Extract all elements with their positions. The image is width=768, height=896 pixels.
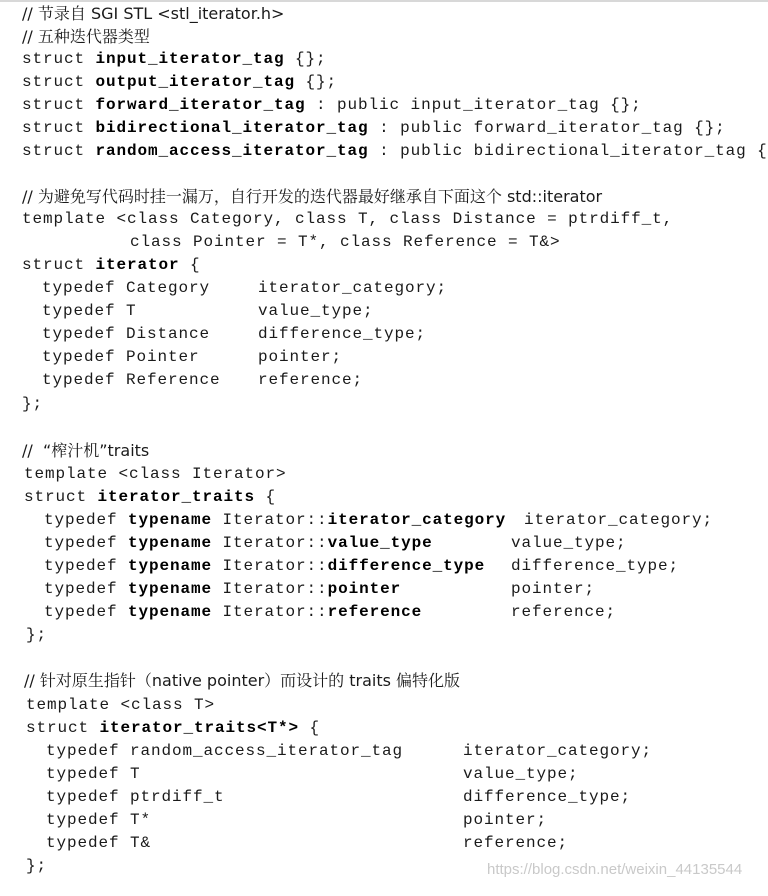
code-identifier: iterator — [95, 256, 180, 274]
code-line-main — [22, 117, 726, 140]
code-text: struct — [22, 73, 96, 91]
code-identifier: forward_iterator_tag — [95, 96, 306, 114]
code-text: typedef Category — [42, 279, 211, 297]
code-line-main — [22, 185, 602, 210]
code-line-column — [258, 346, 342, 369]
code-line-main — [22, 140, 768, 163]
code-line-main — [24, 669, 460, 694]
code-text: difference_type; — [463, 788, 632, 806]
code-text: { — [179, 256, 201, 274]
code-line-main — [46, 740, 403, 763]
code-text: value_type; — [463, 765, 579, 783]
code-identifier: output_iterator_tag — [95, 73, 296, 91]
code-line-main — [22, 25, 150, 50]
code-text: value_type; — [511, 534, 627, 552]
code-line-column — [511, 601, 616, 624]
code-line-main — [22, 254, 201, 277]
code-identifier: bidirectional_iterator_tag — [95, 119, 369, 137]
watermark: https://blog.csdn.net/weixin_44135544 — [487, 861, 743, 878]
code-line-main — [22, 48, 327, 71]
code-line-main — [24, 463, 287, 486]
code-text: typedef T — [46, 765, 141, 783]
code-text: reference; — [258, 371, 364, 389]
code-text: Iterator:: — [212, 603, 328, 621]
code-text: typedef — [44, 534, 129, 552]
code-text: {}; — [284, 50, 327, 68]
code-line-main — [46, 786, 225, 809]
code-line-column — [463, 786, 631, 809]
code-line-column — [463, 832, 568, 855]
code-line-main — [26, 855, 47, 878]
code-text: typedef T* — [46, 811, 152, 829]
code-identifier: iterator_category — [327, 511, 507, 529]
code-text: iterator_category; — [524, 511, 714, 529]
code-identifier: difference_type — [327, 557, 486, 575]
code-text: { — [299, 719, 321, 737]
code-text: pointer; — [463, 811, 548, 829]
code-text: : public forward_iterator_tag {}; — [368, 119, 726, 137]
code-line-main — [46, 763, 141, 786]
code-identifier: input_iterator_tag — [95, 50, 285, 68]
code-identifier: typename — [128, 557, 213, 575]
code-text: struct — [22, 50, 96, 68]
code-text: { — [255, 488, 277, 506]
code-text: iterator_category; — [258, 279, 448, 297]
code-line-main — [46, 809, 151, 832]
code-line-main — [44, 555, 485, 578]
code-identifier: value_type — [327, 534, 433, 552]
code-text: struct — [22, 142, 96, 160]
code-identifier: typename — [128, 603, 213, 621]
code-identifier: iterator_traits<T*> — [99, 719, 300, 737]
code-line-column — [524, 509, 713, 532]
code-text: template <class T> — [26, 696, 216, 714]
code-text: pointer; — [258, 348, 343, 366]
code-text: typedef T& — [46, 834, 152, 852]
code-text: struct — [22, 119, 96, 137]
code-text: typedef ptrdiff_t — [46, 788, 225, 806]
code-text: }; — [26, 857, 48, 875]
code-line-main — [22, 208, 673, 231]
code-line-column — [258, 323, 426, 346]
code-text: // 五种迭代器类型 — [22, 27, 150, 46]
code-text: {}; — [295, 73, 338, 91]
code-text: Iterator:: — [212, 534, 328, 552]
code-text: struct — [26, 719, 100, 737]
code-line-main — [46, 832, 151, 855]
code-text: reference; — [511, 603, 617, 621]
code-text: typedef Pointer — [42, 348, 200, 366]
code-line-main — [22, 439, 149, 464]
code-text: Iterator:: — [212, 557, 328, 575]
code-line-main — [22, 71, 337, 94]
code-text: typedef — [44, 557, 129, 575]
code-text: struct — [24, 488, 98, 506]
code-text: // “榨汁机”traits — [22, 441, 150, 460]
code-text: reference; — [463, 834, 569, 852]
code-line-main — [44, 578, 401, 601]
code-text: pointer; — [511, 580, 596, 598]
code-line-column — [258, 277, 447, 300]
code-text: typedef Distance — [42, 325, 211, 343]
code-line-column — [463, 740, 652, 763]
code-text: // 为避免写代码时挂一漏万，自行开发的迭代器最好继承自下面这个 std::iterator — [22, 187, 603, 206]
code-text: : public input_iterator_tag {}; — [305, 96, 642, 114]
code-text: struct — [22, 96, 96, 114]
code-line-column — [511, 532, 627, 555]
code-text: typedef random_access_iterator_tag — [46, 742, 404, 760]
code-line-column — [511, 555, 679, 578]
code-text: }; — [22, 395, 44, 413]
code-line-main — [24, 486, 276, 509]
code-identifier: typename — [128, 534, 213, 552]
code-line-main — [26, 624, 47, 647]
code-text: typedef T — [42, 302, 137, 320]
code-line-main — [44, 509, 506, 532]
code-line-main — [22, 94, 642, 117]
code-text: difference_type; — [511, 557, 680, 575]
code-line-main — [42, 277, 210, 300]
code-line-main — [42, 346, 200, 369]
code-text: value_type; — [258, 302, 374, 320]
code-line-main — [42, 323, 210, 346]
code-text: typedef — [44, 580, 129, 598]
code-line-main — [44, 532, 433, 555]
code-text: difference_type; — [258, 325, 427, 343]
code-line-main — [42, 300, 137, 323]
code-text: // 针对原生指针（native pointer）而设计的 traits 偏特化版 — [24, 671, 461, 690]
code-line-column — [258, 369, 363, 392]
code-identifier: typename — [128, 580, 213, 598]
code-text: class Pointer = T*, class Reference = T&> — [130, 233, 561, 251]
code-text: template <class Category, class T, class Distance = ptrdiff_t, — [22, 210, 674, 228]
code-line-column — [463, 809, 547, 832]
code-text: iterator_category; — [463, 742, 653, 760]
code-line-main — [22, 2, 284, 27]
code-text: struct — [22, 256, 96, 274]
code-line-column — [258, 300, 374, 323]
code-identifier: reference — [327, 603, 423, 621]
code-text: : public bidirectional_iterator_tag { — [368, 142, 768, 160]
code-line-main — [22, 393, 43, 416]
code-line-main — [130, 231, 561, 254]
code-line-column — [463, 763, 579, 786]
code-text: Iterator:: — [212, 511, 328, 529]
code-text: typedef Reference — [42, 371, 221, 389]
code-text: template <class Iterator> — [24, 465, 287, 483]
code-line-main — [26, 694, 215, 717]
code-text: // 节录自 SGI STL <stl_iterator.h> — [22, 4, 285, 23]
code-text: }; — [26, 626, 48, 644]
code-identifier: iterator_traits — [97, 488, 256, 506]
code-identifier: random_access_iterator_tag — [95, 142, 369, 160]
code-line-main — [26, 717, 320, 740]
code-identifier: typename — [128, 511, 213, 529]
code-identifier: pointer — [327, 580, 402, 598]
code-line-column — [511, 578, 595, 601]
code-text: typedef — [44, 511, 129, 529]
code-line-main — [44, 601, 422, 624]
code-line-main — [42, 369, 221, 392]
code-text: Iterator:: — [212, 580, 328, 598]
code-text: typedef — [44, 603, 129, 621]
